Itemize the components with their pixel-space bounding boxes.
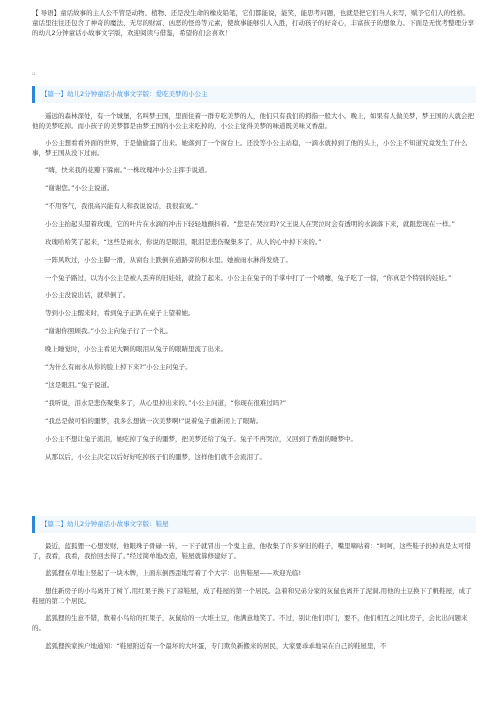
story-paragraph: 小公主没说出话，就晕倒了。 <box>45 291 130 300</box>
story-paragraph: 小公主不想让兔子流泪，她吃掉了兔子的噩梦，把美梦还给了兔子。兔子不再哭泣，又回到了香甜的睡梦中。 <box>45 434 357 443</box>
story-paragraph: “这是眼泪。”兔子说道。 <box>45 381 114 389</box>
story-paragraph: “我听说，泪水是悲伤聚集多了，从心里掉出来的。”小公主问道，“你现在很难过吗?” <box>45 398 287 407</box>
story-paragraph: “谢谢您。”小公主说道。 <box>45 184 114 193</box>
story-paragraph: 小公主想看看外面的世界，于是偷偷溜了出来。她落到了一个窗台上。还没等小公主站稳，一滴水就掉到了他的头上，小公主不知道究竟发生了什么事，梦王国从没下过雨。 <box>32 139 468 157</box>
section-two-body <box>32 542 476 659</box>
section-one-header <box>32 86 476 103</box>
story-paragraph: 一阵风吹过，小公主脚一滑，从窗台上跌倒在道路旁的积水里。她被雨水淋得发烧了。 <box>45 255 292 264</box>
story-paragraph: “为什么有雨水从你的脸上掉下来?”小公主问兔子。 <box>45 363 192 372</box>
story-paragraph: 等到小公主醒来时，看到兔子正趴在桌子上望着她。 <box>45 309 195 318</box>
guide-paragraph: 【 导语】童话故事的主人公不管是动物、植物、还是没生命的橡皮铅笔，它们都能说，能笑，能思考问题，也就是把它们当人来写，赋予它们人的性格。童话里往往还包含了神奇的魔法、无尽的财富、凶恶的怪兽等元素，使故事能够引人入胜，打动孩子的好奇心，丰富孩子的想象力。下面是无忧考整理分享的幼儿2分钟童话小故事文字版，欢迎阅读与借鉴，希望你们会喜欢！ <box>32 9 474 38</box>
section-one-title: 【篇一】幼儿2分钟童话小故事文字版：爱吃美梦的小公主 <box>41 90 208 98</box>
story-paragraph: 一个兔子路过，以为小公主是被人丢弃的旧娃娃，就捡了起来。小公主在兔子的手掌中打了一个喷嚏，兔子吃了一惊，“你真是个特别的娃娃。” <box>45 273 452 282</box>
story-paragraph: “不用客气，我很高兴能有人和我说说话，我很寂寞。” <box>45 202 198 211</box>
story-paragraph: 玫瑰哈哈笑了起来，“这些是雨水，你说的是眼泪，眼泪是悲伤聚集多了，从人的心中掉下来的。” <box>45 237 322 246</box>
story-paragraph: 蓝狐狸在草地上竖起了一块木牌，上面东倒西歪地写着了个大字：出售鞋屋——欢迎光临! <box>45 569 302 578</box>
story-paragraph: 想住新房子的小鸟离开了树丫,用红果子换下了凉鞋屋，成了鞋屋的第一个居民。急着和兄弟分家的灰鼠也离开了泥洞,用他的土豆换下了帆鞋屋，成了鞋屋的第二个居民。 <box>32 587 472 605</box>
story-paragraph: 从那以后，小公主决定以后好好吃掉孩子们的噩梦，这样他们就不会流泪了。 <box>45 452 266 461</box>
story-paragraph: 蓝狐狸挨家挨户地通知：“鞋屋附近有一个最坏的大坏蛋，专门欺负新搬来的居民，大家要乖乖地呆在自己的鞋屋里，不 <box>45 641 387 650</box>
story-paragraph: 晚上睡觉时，小公主看见大颗的眼泪从兔子的眼睛里流了出来。 <box>45 345 227 354</box>
section-two-title: 【篇二】幼儿2分钟童话小故事文字版：鞋屋 <box>41 520 169 528</box>
story-paragraph: “谢谢你照顾我。”小公主向兔子行了一个礼。 <box>45 327 172 336</box>
story-paragraph: 小公主抬起头望着玫瑰，它的叶片在水滴的冲击下轻轻地颤抖着。“您是在哭泣吗?父王说人在哭泣时会有透明的水滴落下来，就跟您现在一样。” <box>45 220 455 229</box>
story-paragraph: 最近，蓝狐狸一心想发财，他眼珠子骨碌一转，一下子就冒出一个鬼主意，他收集了许多穿旧的鞋子，嘴里嘀咕着：“呵呵，这些鞋子扔掉真是太可惜了，我看，我看，我拾回去得了。”经过简单地改造，鞋屋就算修建好了。 <box>32 542 471 560</box>
paragraph-marker: ▫ <box>32 71 36 77</box>
story-paragraph: “我总是做可怕的噩梦，我多么想做一次美梦啊!”说着兔子重新闭上了眼睛。 <box>45 416 263 425</box>
section-two-header <box>32 516 476 533</box>
story-paragraph: 蓝狐狸的生意不错，数着小鸟给的红果子，灰鼠给的一大堆土豆，他满意地笑了。不过，别让他们串门，要不，他们相互之间比房子，会比出问题来的。 <box>32 614 468 633</box>
story-paragraph: 遥远的森林深处，有一个城堡，名叫梦王国，里面住着一群专吃美梦的人，他们只有我们的拇指一般大小。晚上，如果有人做美梦，梦王国的人就会把他的美梦吃掉。而小孩子的美梦都是由梦王国的小公主来吃掉的，小公主觉得美梦的味道既美味又香甜。 <box>32 112 474 130</box>
section-one-body <box>32 112 476 471</box>
story-paragraph: “嗨，快来我的花瓣下躲雨。”一株玫瑰冲小公主挥手说道。 <box>45 166 211 175</box>
